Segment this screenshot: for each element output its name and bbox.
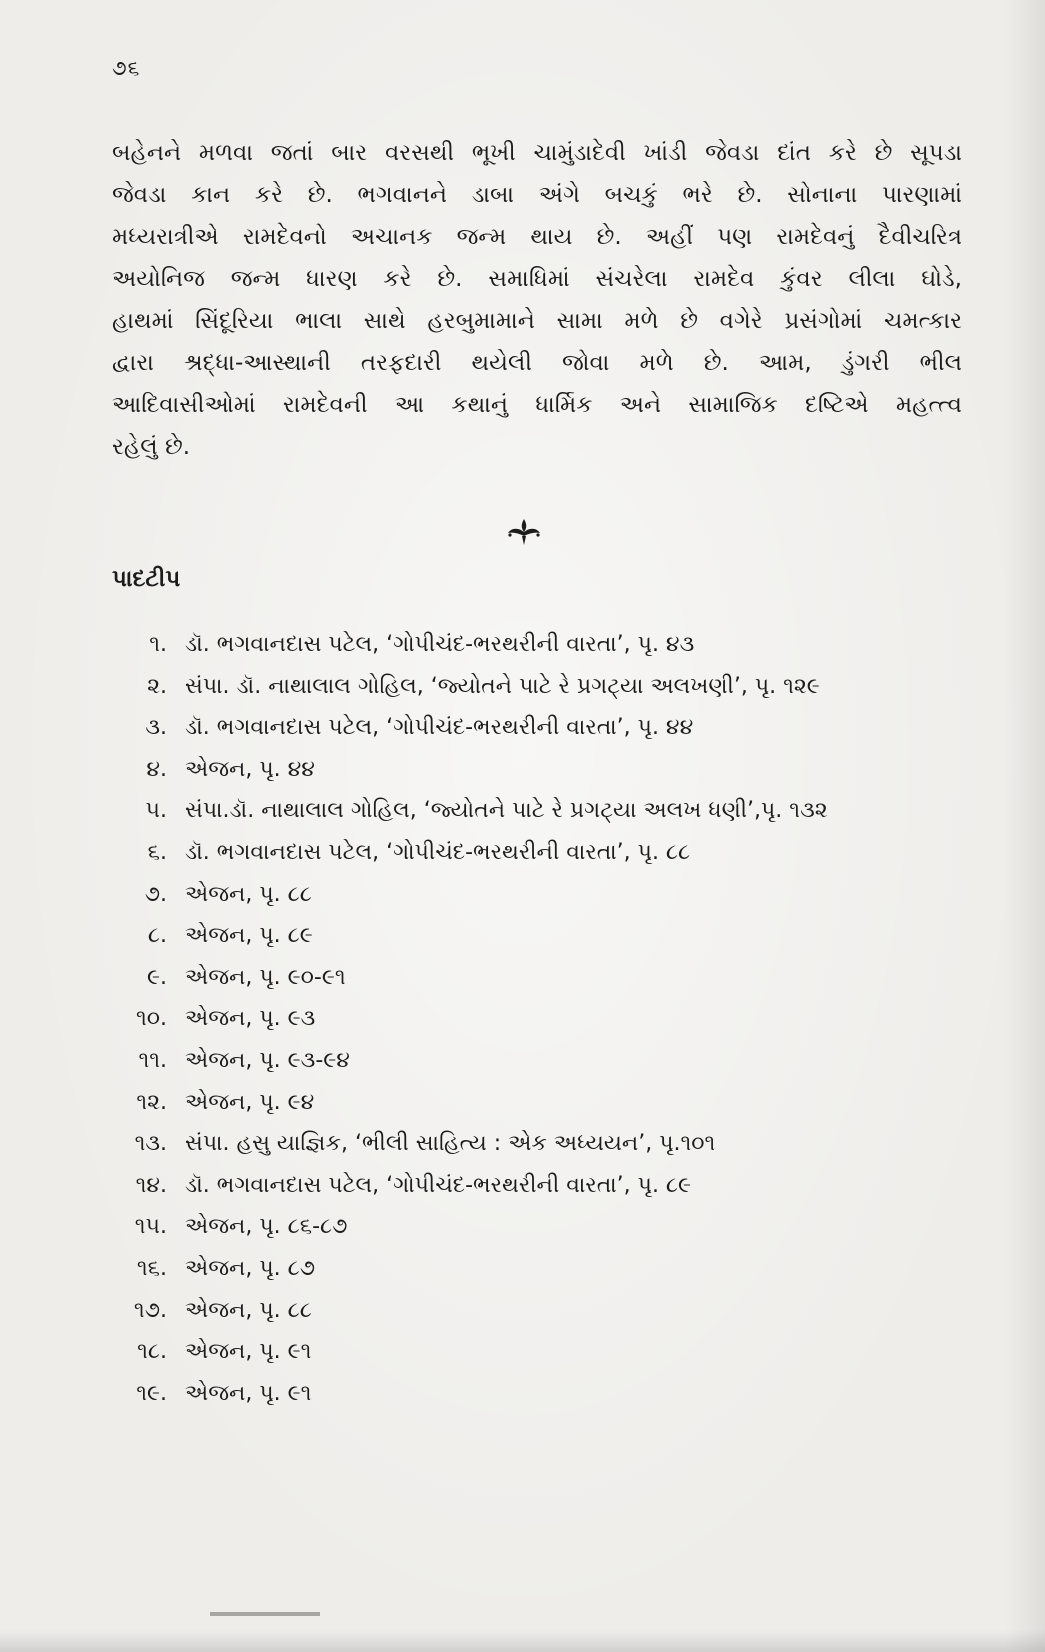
footnote-number: ૮. bbox=[147, 923, 167, 949]
footnote-item bbox=[112, 1248, 972, 1290]
footnote-number: ૧૨. bbox=[136, 1089, 167, 1115]
footnote-text: એજન, પૃ. ૯૪ bbox=[185, 1089, 315, 1115]
footnote-item bbox=[112, 874, 972, 916]
footnote-item bbox=[112, 832, 972, 874]
footnote-item bbox=[112, 957, 972, 999]
footnote-number: ૫. bbox=[145, 798, 167, 824]
footnote-item bbox=[112, 707, 972, 749]
footnote-item bbox=[112, 1290, 972, 1332]
footnote-text: ડૉ. ભગવાનદાસ પટેલ, ‘ગોપીચંદ-ભરથરીની વારતા’, પૃ. ૪૩ bbox=[185, 632, 695, 657]
body-line: જેવડા કાન કરે છે. ભગવાનને ડાબા અંગે બચકું ભરે છે. સોનાના પારણામાં bbox=[112, 182, 962, 208]
page-number: ૭૬ bbox=[112, 56, 141, 80]
footnote-item bbox=[112, 1040, 972, 1082]
footnote-number: ૧૬. bbox=[136, 1255, 167, 1281]
footnote-item bbox=[112, 1165, 972, 1207]
footnote-text: એજન, પૃ. ૯૩ bbox=[185, 1006, 316, 1032]
footnote-item bbox=[112, 1123, 972, 1165]
footnote-item bbox=[112, 1331, 972, 1373]
footnote-text: સંપા. ડૉ. નાથાલાલ ગોહિલ, ‘જ્યોતને પાટે રે પ્રગટ્યા અલખણી’, પૃ. ૧૨૯ bbox=[185, 673, 820, 699]
footnotes-heading: પાદટીપ bbox=[112, 566, 181, 592]
floral-ornament-icon bbox=[505, 515, 543, 547]
body-line: આદિવાસીઓમાં રામદેવની આ કથાનું ધાર્મિક અને સામાજિક દષ્ટિએ મહત્ત્વ bbox=[112, 392, 962, 418]
footnote-number: ૧૯. bbox=[136, 1380, 167, 1406]
footnote-number: ૨. bbox=[147, 673, 167, 699]
page-bottom-shadow bbox=[0, 1630, 1045, 1652]
body-line: અયોનિજ જન્મ ધારણ કરે છે. સમાધિમાં સંચરેલા રામદેવ કુંવર લીલા ઘોડે, bbox=[112, 266, 962, 292]
footnote-text: એજન, પૃ. ૮૯ bbox=[185, 923, 313, 949]
footnote-text: એજન, પૃ. ૯૧ bbox=[185, 1339, 312, 1365]
footnote-text: સંપા.ડૉ. નાથાલાલ ગોહિલ, ‘જ્યોતને પાટે રે પ્રગટ્યા અલખ ધણી’,પૃ. ૧૩૨ bbox=[185, 798, 828, 824]
footnote-number: ૧૮. bbox=[137, 1339, 167, 1365]
footnote-text: એજન, પૃ. ૮૬-૮૭ bbox=[185, 1214, 348, 1240]
footnote-number: ૧૦. bbox=[135, 1006, 167, 1032]
footnote-number: ૧૫. bbox=[134, 1214, 167, 1240]
footnote-number: ૭. bbox=[144, 881, 167, 907]
footnote-item bbox=[112, 1082, 972, 1124]
footnote-number: ૧૩. bbox=[134, 1131, 167, 1157]
footnote-text: ડૉ. ભગવાનદાસ પટેલ, ‘ગોપીચંદ-ભરથરીની વારતા’, પૃ. ૮૮ bbox=[185, 839, 691, 865]
footnote-item bbox=[112, 915, 972, 957]
body-line: મધ્યરાત્રીએ રામદેવનો અચાનક જન્મ થાય છે. અહીં પણ રામદેવનું દૈવીચરિત્ર bbox=[112, 224, 962, 250]
footnote-item bbox=[112, 998, 972, 1040]
footnote-item bbox=[112, 624, 972, 666]
body-line: હાથમાં સિંદૂરિયા ભાલા સાથે હરબુમામાને સામા મળે છે વગેરે પ્રસંગોમાં ચમત્કાર bbox=[112, 308, 962, 334]
footnote-item bbox=[112, 1373, 972, 1415]
body-line: બહેનને મળવા જતાં બાર વરસથી ભૂખી ચામુંડાદેવી ખાંડી જેવડા દાંત કરે છે સૂપડા bbox=[112, 140, 962, 166]
footnote-number: ૬. bbox=[147, 839, 167, 865]
body-paragraph bbox=[112, 132, 962, 468]
footnote-number: ૧. bbox=[149, 632, 167, 657]
footnote-text: એજન, પૃ. ૯૧ bbox=[185, 1380, 312, 1406]
footnote-number: ૧૭. bbox=[133, 1297, 167, 1323]
footnote-text: ડૉ. ભગવાનદાસ પટેલ, ‘ગોપીચંદ-ભરથરીની વારતા’, પૃ. ૪૪ bbox=[185, 715, 694, 741]
page-edge-shadow bbox=[1005, 0, 1045, 1652]
footnote-text: એજન, પૃ. ૮૮ bbox=[185, 881, 312, 907]
footnote-item bbox=[112, 1206, 972, 1248]
footnote-text: ડૉ. ભગવાનદાસ પટેલ, ‘ગોપીચંદ-ભરથરીની વારતા’, પૃ. ૮૯ bbox=[185, 1172, 692, 1198]
footnote-number: ૪. bbox=[146, 756, 167, 782]
body-line: દ્વારા શ્રદ્ધા-આસ્થાની તરફદારી થયેલી જોવા મળે છે. આમ, ડુંગરી ભીલ bbox=[112, 350, 962, 376]
footnote-number: ૧૪. bbox=[135, 1172, 167, 1198]
footnote-text: સંપા. હસુ યાજ્ઞિક, ‘ભીલી સાહિત્ય : એક અધ્યયન’, પૃ.૧૦૧ bbox=[185, 1131, 716, 1157]
body-line: રહેલું છે. bbox=[112, 434, 191, 460]
footnote-item bbox=[112, 749, 972, 791]
footer-rule bbox=[210, 1612, 320, 1616]
footnote-number: ૯. bbox=[146, 964, 167, 990]
footnote-text: એજન, પૃ. ૯૦-૯૧ bbox=[185, 964, 346, 990]
footnote-number: ૩. bbox=[145, 715, 167, 741]
footnote-item bbox=[112, 666, 972, 708]
footnotes-list bbox=[112, 624, 972, 1414]
footnote-number: ૧૧. bbox=[138, 1047, 167, 1073]
footnote-item bbox=[112, 790, 972, 832]
footnote-text: એજન, પૃ. ૯૩-૯૪ bbox=[185, 1047, 350, 1073]
footnote-text: એજન, પૃ. ૮૭ bbox=[185, 1255, 316, 1281]
footnote-text: એજન, પૃ. ૪૪ bbox=[185, 756, 315, 782]
footnote-text: એજન, પૃ. ૮૮ bbox=[185, 1297, 312, 1323]
